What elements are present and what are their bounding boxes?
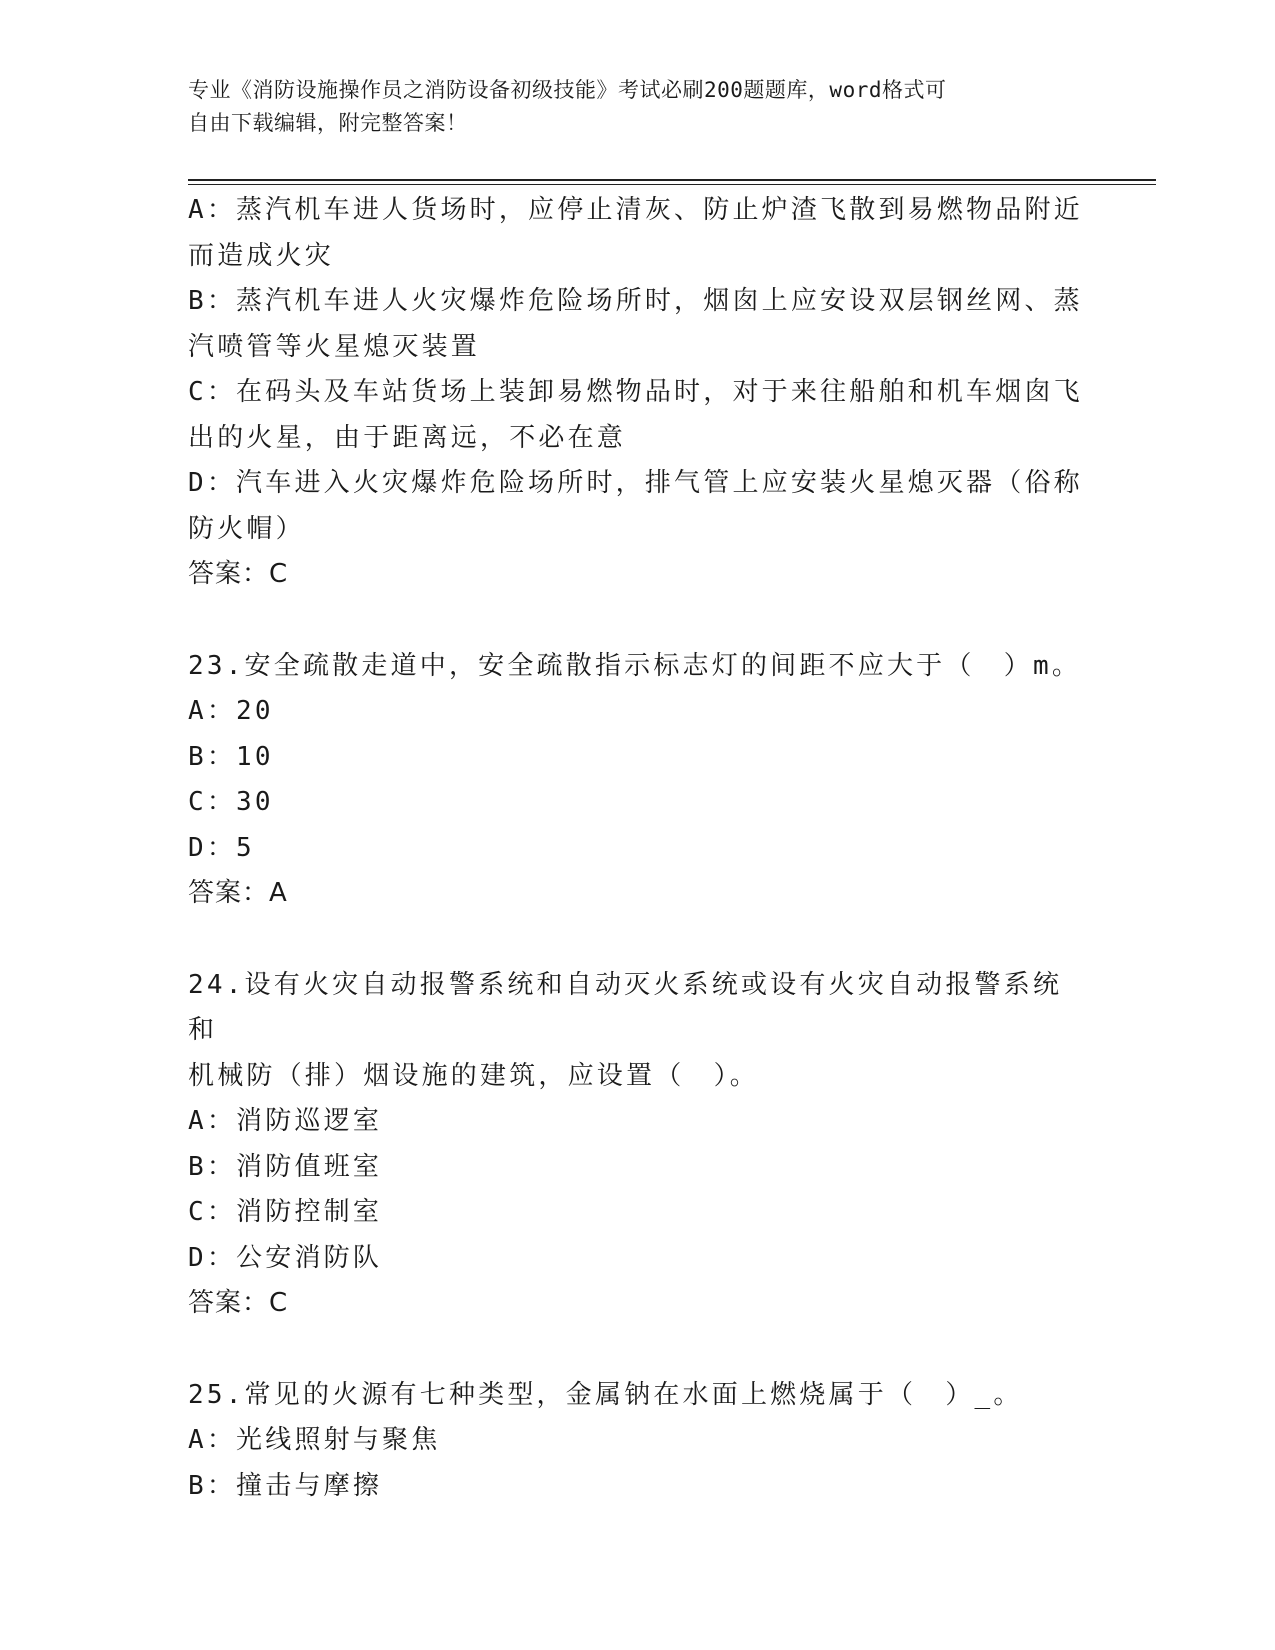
option-a-line-1: A：蒸汽机车进人货场时，应停止清灰、防止炉渣飞散到易燃物品附近 (188, 195, 1083, 225)
option-c: C：消防控制室 (188, 1197, 383, 1227)
option-b: B：消防值班室 (188, 1151, 383, 1182)
option-c: C：30 (188, 787, 274, 817)
header-line-2: 自由下载编辑，附完整答案！ (188, 111, 468, 135)
option-b-line-2: 汽喷管等火星熄灭装置 (188, 331, 481, 362)
question-25 (188, 1373, 1088, 1510)
option-c-line-1: C：在码头及车站货场上装卸易燃物品时，对于来往船舶和机车烟囱飞 (188, 377, 1083, 407)
question-22 (188, 188, 1088, 598)
option-b-line-1: B：蒸汽机车进人火灾爆炸危险场所时，烟囱上应安设双层钢丝网、蒸 (188, 286, 1083, 316)
question-stem: 23.安全疏散走道中，安全疏散指示标志灯的间距不应大于（ ）m。 (188, 650, 1082, 681)
question-24 (188, 963, 1088, 1327)
question-stem-line-1: 24.设有火灾自动报警系统和自动灭火系统或设有火灾自动报警系统和 (188, 969, 1063, 1045)
option-d-line-1: D：汽车进入火灾爆炸危险场所时，排气管上应安装火星熄灭器（俗称 (188, 468, 1083, 498)
option-d: D：5 (188, 832, 255, 863)
header-divider-thick (188, 179, 1156, 181)
option-d: D：公安消防队 (188, 1242, 383, 1273)
option-c-line-2: 出的火星，由于距离远，不必在意 (188, 422, 627, 453)
option-d-line-2: 防火帽） (188, 513, 305, 544)
option-a: A：消防巡逻室 (188, 1106, 383, 1136)
answer-line: 答案：C (188, 559, 289, 589)
document-header (188, 74, 1068, 140)
option-a-line-2: 而造成火灾 (188, 240, 335, 271)
answer-line: 答案：A (188, 878, 288, 908)
option-a: A：20 (188, 696, 274, 726)
document-body (188, 188, 1088, 1509)
option-b: B：10 (188, 741, 274, 772)
question-stem: 25.常见的火源有七种类型，金属钠在水面上燃烧属于（ ）_。 (188, 1379, 1023, 1410)
option-b: B：撞击与摩擦 (188, 1470, 383, 1501)
header-divider-thin (188, 184, 1156, 185)
header-line-1: 专业《消防设施操作员之消防设备初级技能》考试必刷200题题库，word格式可 (188, 78, 947, 102)
question-23 (188, 644, 1088, 917)
option-a: A：光线照射与聚焦 (188, 1425, 441, 1455)
answer-line: 答案：C (188, 1288, 289, 1318)
question-stem-line-2: 机械防（排）烟设施的建筑，应设置（ ）。 (188, 1060, 760, 1091)
